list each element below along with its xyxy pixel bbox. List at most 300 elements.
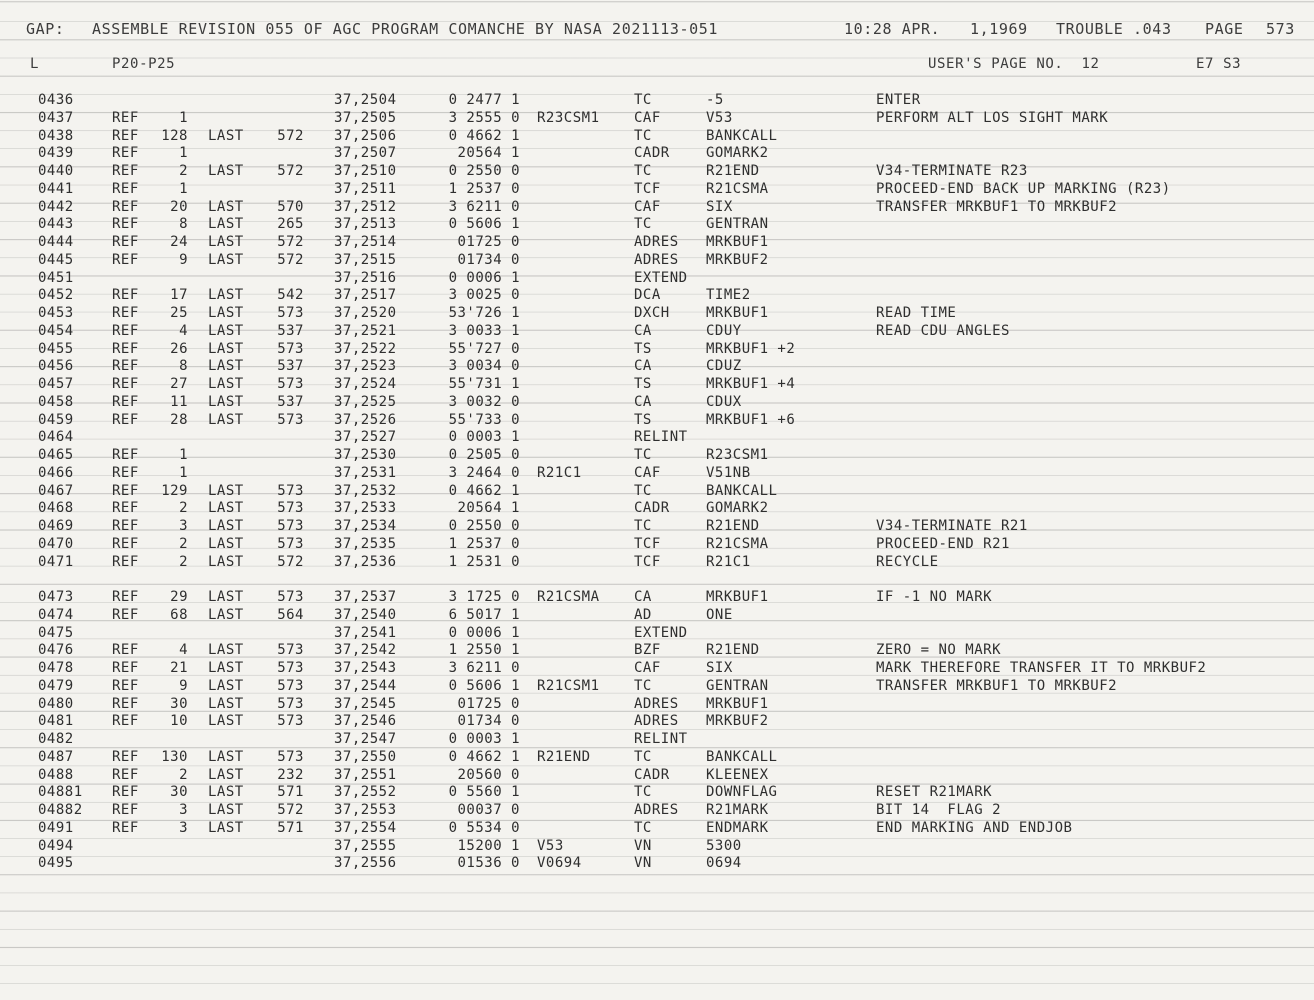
listing-row [0,287,1314,305]
subheader-section: P20-P25 [112,56,176,72]
address: 37,2554 [334,819,397,836]
ref-count: 1 [179,447,188,463]
last-keyword: LAST [208,784,244,801]
operand: ENDMARK [706,819,769,836]
octal-word: 1 2537 0 [448,535,520,552]
ref-keyword: REF [112,589,139,605]
octal-word: 0 5560 1 [448,784,520,801]
listing-row [0,429,1314,447]
last-page: 573 [277,500,304,517]
opcode: CAF [634,109,661,126]
operand: MRKBUF1 [706,234,769,250]
ref-count: 3 [179,802,188,818]
ref-keyword: REF [112,305,139,321]
address: 37,2525 [334,393,397,410]
listing-row [0,767,1314,785]
octal-word: 0 2505 0 [448,447,520,463]
octal-word: 55'731 1 [448,376,520,392]
operand: V51NB [706,464,751,481]
octal-word: 0 4662 1 [448,748,520,765]
address: 37,2536 [334,553,397,570]
address: 37,2515 [334,251,397,268]
last-page: 573 [277,535,304,552]
opcode: BZF [634,642,661,659]
opcode: AD [634,606,652,623]
header-time: 10:28 APR. [844,20,941,38]
line-number: 0452 [38,287,74,304]
address: 37,2547 [334,731,397,747]
last-page: 573 [277,518,304,534]
address: 37,2512 [334,198,397,215]
address: 37,2532 [334,482,397,499]
comment: RECYCLE [876,553,939,570]
last-page: 542 [277,287,304,304]
octal-word: 3 0034 0 [448,358,520,375]
address: 37,2513 [334,216,397,233]
line-number: 0467 [38,482,74,499]
address: 37,2517 [334,287,397,304]
last-page: 573 [277,340,304,357]
line-number: 0439 [38,145,74,162]
last-page: 537 [277,358,304,375]
subheader-l: L [30,56,40,72]
address: 37,2511 [334,180,397,197]
ref-count: 11 [170,393,188,410]
last-keyword: LAST [208,819,244,836]
ref-count: 26 [170,340,188,357]
opcode: TC [634,127,652,144]
opcode: TC [634,92,652,108]
ref-count: 2 [179,553,188,570]
listing-row [0,199,1314,217]
page-header [0,20,1314,42]
ref-keyword: REF [112,500,139,517]
opcode: CADR [634,500,670,517]
operand: DOWNFLAG [706,784,778,801]
ref-count: 29 [170,589,188,605]
ref-keyword: REF [112,606,139,623]
last-page: 570 [277,198,304,215]
ref-count: 21 [170,660,188,676]
operand: 5300 [706,837,742,854]
line-number: 0480 [38,695,74,712]
operand: GENTRAN [706,677,769,694]
line-number: 0481 [38,713,74,730]
address: 37,2541 [334,624,397,641]
octal-word: 01725 0 [457,695,520,712]
line-number: 0473 [38,589,74,605]
octal-word: 00037 0 [457,802,520,818]
listing-row [0,465,1314,483]
address: 37,2540 [334,606,397,623]
last-keyword: LAST [208,695,244,712]
last-keyword: LAST [208,287,244,304]
last-keyword: LAST [208,340,244,357]
opcode: TCF [634,535,661,552]
operand: MRKBUF1 +4 [706,376,796,392]
opcode: TS [634,376,652,392]
opcode: CAF [634,198,661,215]
last-keyword: LAST [208,518,244,534]
operand: R21CSMA [706,180,769,197]
octal-word: 0 5606 1 [448,216,520,233]
address: 37,2533 [334,500,397,517]
last-keyword: LAST [208,766,244,783]
line-number: 0469 [38,518,74,534]
address: 37,2534 [334,518,397,534]
symbol-label: V53 [537,837,564,854]
octal-word: 0 4662 1 [448,482,520,499]
last-keyword: LAST [208,642,244,659]
octal-word: 3 6211 0 [448,198,520,215]
address: 37,2550 [334,748,397,765]
header-title: ASSEMBLE REVISION 055 OF AGC PROGRAM COMANCHE BY NASA 2021113-051 [92,20,718,38]
octal-word: 01734 0 [457,713,520,730]
listing-row [0,376,1314,394]
comment: BIT 14 FLAG 2 [876,802,1002,818]
opcode: CAF [634,660,661,676]
ref-count: 30 [170,695,188,712]
last-keyword: LAST [208,216,244,233]
ref-count: 4 [179,322,188,339]
last-page: 573 [277,411,304,428]
page-subheader [0,56,1314,76]
listing-row [0,305,1314,323]
opcode: EXTEND [634,624,688,641]
ref-keyword: REF [112,287,139,304]
operand: SIX [706,660,733,676]
last-page: 573 [277,713,304,730]
opcode: ADRES [634,695,679,712]
opcode: CA [634,322,652,339]
address: 37,2530 [334,447,397,463]
last-page: 572 [277,251,304,268]
symbol-label: R21CSM1 [537,677,600,694]
line-number: 04881 [38,784,83,801]
octal-word: 3 1725 0 [448,589,520,605]
listing-row [0,838,1314,856]
line-number: 0488 [38,766,74,783]
last-page: 573 [277,677,304,694]
octal-word: 01734 0 [457,251,520,268]
ref-keyword: REF [112,251,139,268]
ref-keyword: REF [112,180,139,197]
symbol-label: R21END [537,748,591,765]
operand: MRKBUF1 +6 [706,411,796,428]
ref-count: 2 [179,163,188,179]
address: 37,2537 [334,589,397,605]
listing-row [0,820,1314,838]
operand: CDUZ [706,358,742,375]
ref-keyword: REF [112,127,139,144]
opcode: DCA [634,287,661,304]
last-keyword: LAST [208,376,244,392]
line-number: 0458 [38,393,74,410]
last-keyword: LAST [208,127,244,144]
listing-row [0,234,1314,252]
address: 37,2510 [334,163,397,179]
listing-row [0,571,1314,589]
operand: MRKBUF1 [706,589,769,605]
line-number: 0440 [38,163,74,179]
listing-row [0,252,1314,270]
octal-word: 0 2550 0 [448,163,520,179]
operand: MRKBUF1 [706,695,769,712]
opcode: TC [634,447,652,463]
listing-row [0,394,1314,412]
opcode: ADRES [634,251,679,268]
ref-count: 3 [179,819,188,836]
last-keyword: LAST [208,589,244,605]
listing-row [0,589,1314,607]
line-number: 0479 [38,677,74,694]
listing-row [0,554,1314,572]
line-number: 0436 [38,92,74,108]
operand: V53 [706,109,733,126]
comment: IF -1 NO MARK [876,589,993,605]
opcode: CA [634,589,652,605]
ref-count: 20 [170,198,188,215]
operand: R21MARK [706,802,769,818]
address: 37,2555 [334,837,397,854]
ref-count: 1 [179,145,188,162]
line-number: 0444 [38,234,74,250]
last-keyword: LAST [208,234,244,250]
opcode: CADR [634,145,670,162]
subheader-code: E7 S3 [1196,56,1242,72]
comment: PERFORM ALT LOS SIGHT MARK [876,109,1109,126]
listing-row [0,607,1314,625]
last-keyword: LAST [208,500,244,517]
ref-keyword: REF [112,535,139,552]
listing-row [0,518,1314,536]
opcode: TS [634,340,652,357]
last-page: 571 [277,784,304,801]
address: 37,2552 [334,784,397,801]
ref-keyword: REF [112,340,139,357]
ref-keyword: REF [112,393,139,410]
octal-word: 55'733 0 [448,411,520,428]
last-keyword: LAST [208,677,244,694]
comment: PROCEED-END R21 [876,535,1010,552]
ref-keyword: REF [112,695,139,712]
ref-keyword: REF [112,748,139,765]
address: 37,2535 [334,535,397,552]
octal-word: 3 2555 0 [448,109,520,126]
listing-row [0,181,1314,199]
opcode: ADRES [634,713,679,730]
line-number: 0491 [38,819,74,836]
octal-word: 0 5606 1 [448,677,520,694]
operand: R21END [706,642,760,659]
opcode: VN [634,837,652,854]
ref-count: 8 [179,216,188,233]
address: 37,2556 [334,855,397,872]
listing-row [0,642,1314,660]
last-keyword: LAST [208,322,244,339]
operand: GOMARK2 [706,145,769,162]
listing-row [0,784,1314,802]
listing-row [0,163,1314,181]
listing-row [0,483,1314,501]
symbol-label: R21CSMA [537,589,600,605]
comment: V34-TERMINATE R23 [876,163,1028,179]
line-number: 0466 [38,464,74,481]
listing-row [0,802,1314,820]
opcode: ADRES [634,234,679,250]
last-keyword: LAST [208,163,244,179]
ref-keyword: REF [112,553,139,570]
ref-count: 68 [170,606,188,623]
last-page: 573 [277,376,304,392]
opcode: TCF [634,553,661,570]
symbol-label: R21C1 [537,464,582,481]
ref-keyword: REF [112,163,139,179]
operand: BANKCALL [706,127,778,144]
line-number: 0441 [38,180,74,197]
operand: SIX [706,198,733,215]
last-keyword: LAST [208,358,244,375]
last-keyword: LAST [208,553,244,570]
ref-keyword: REF [112,447,139,463]
last-page: 572 [277,127,304,144]
last-keyword: LAST [208,606,244,623]
address: 37,2531 [334,464,397,481]
ref-count: 2 [179,500,188,517]
listing-row [0,500,1314,518]
header-date: 1,1969 [970,20,1028,38]
address: 37,2553 [334,802,397,818]
octal-word: 0 0003 1 [448,731,520,747]
comment: ZERO = NO MARK [876,642,1002,659]
octal-word: 3 6211 0 [448,660,520,676]
ref-count: 2 [179,766,188,783]
line-number: 0442 [38,198,74,215]
ref-count: 128 [161,127,188,144]
octal-word: 0 0003 1 [448,429,520,446]
octal-word: 15200 1 [457,837,520,854]
ref-count: 17 [170,287,188,304]
last-page: 537 [277,393,304,410]
listing-row [0,678,1314,696]
last-page: 232 [277,766,304,783]
listing-row [0,536,1314,554]
last-keyword: LAST [208,535,244,552]
ref-keyword: REF [112,482,139,499]
last-page: 564 [277,606,304,623]
address: 37,2524 [334,376,397,392]
octal-word: 3 0025 0 [448,287,520,304]
ref-count: 1 [179,180,188,197]
line-number: 0470 [38,535,74,552]
last-page: 573 [277,748,304,765]
ref-keyword: REF [112,109,139,126]
line-number: 0453 [38,305,74,321]
octal-word: 3 0033 1 [448,322,520,339]
opcode: DXCH [634,305,670,321]
last-page: 572 [277,802,304,818]
comment: ENTER [876,92,921,108]
octal-word: 01536 0 [457,855,520,872]
ref-count: 9 [179,677,188,694]
last-page: 265 [277,216,304,233]
opcode: CA [634,393,652,410]
last-keyword: LAST [208,198,244,215]
listing-row [0,341,1314,359]
last-page: 571 [277,819,304,836]
octal-word: 1 2550 1 [448,642,520,659]
listing-row [0,92,1314,110]
octal-word: 20564 1 [457,500,520,517]
comment: TRANSFER MRKBUF1 TO MRKBUF2 [876,677,1118,694]
line-number: 0459 [38,411,74,428]
line-number: 0456 [38,358,74,375]
ref-keyword: REF [112,411,139,428]
line-number: 0438 [38,127,74,144]
operand: TIME2 [706,287,751,304]
last-keyword: LAST [208,802,244,818]
ref-keyword: REF [112,376,139,392]
line-number: 0487 [38,748,74,765]
ref-count: 27 [170,376,188,392]
ref-count: 25 [170,305,188,321]
line-number: 0445 [38,251,74,268]
line-number: 0482 [38,731,74,747]
operand: R21END [706,518,760,534]
line-number: 0478 [38,660,74,676]
opcode: ADRES [634,802,679,818]
operand: MRKBUF2 [706,251,769,268]
comment: V34-TERMINATE R21 [876,518,1028,534]
octal-word: 20564 1 [457,145,520,162]
line-number: 0457 [38,376,74,392]
subheader-users-page: USER'S PAGE NO. 12 [928,56,1100,72]
operand: CDUY [706,322,742,339]
opcode: TS [634,411,652,428]
header-page-label: PAGE [1205,20,1244,38]
last-page: 573 [277,482,304,499]
line-number: 0471 [38,553,74,570]
opcode: RELINT [634,731,688,747]
ref-keyword: REF [112,322,139,339]
address: 37,2526 [334,411,397,428]
opcode: TC [634,784,652,801]
listing-row [0,713,1314,731]
ref-count: 24 [170,234,188,250]
octal-word: 0 5534 0 [448,819,520,836]
address: 37,2516 [334,269,397,286]
last-page: 572 [277,163,304,179]
ref-count: 3 [179,518,188,534]
comment: RESET R21MARK [876,784,993,801]
ref-count: 28 [170,411,188,428]
last-page: 572 [277,553,304,570]
last-keyword: LAST [208,482,244,499]
address: 37,2527 [334,429,397,446]
ref-keyword: REF [112,198,139,215]
operand: R21CSMA [706,535,769,552]
last-page: 573 [277,660,304,676]
address: 37,2505 [334,109,397,126]
opcode: TC [634,677,652,694]
octal-word: 20560 0 [457,766,520,783]
address: 37,2551 [334,766,397,783]
ref-count: 4 [179,642,188,659]
line-number: 0468 [38,500,74,517]
last-page: 573 [277,695,304,712]
ref-count: 2 [179,535,188,552]
listing-row [0,270,1314,288]
